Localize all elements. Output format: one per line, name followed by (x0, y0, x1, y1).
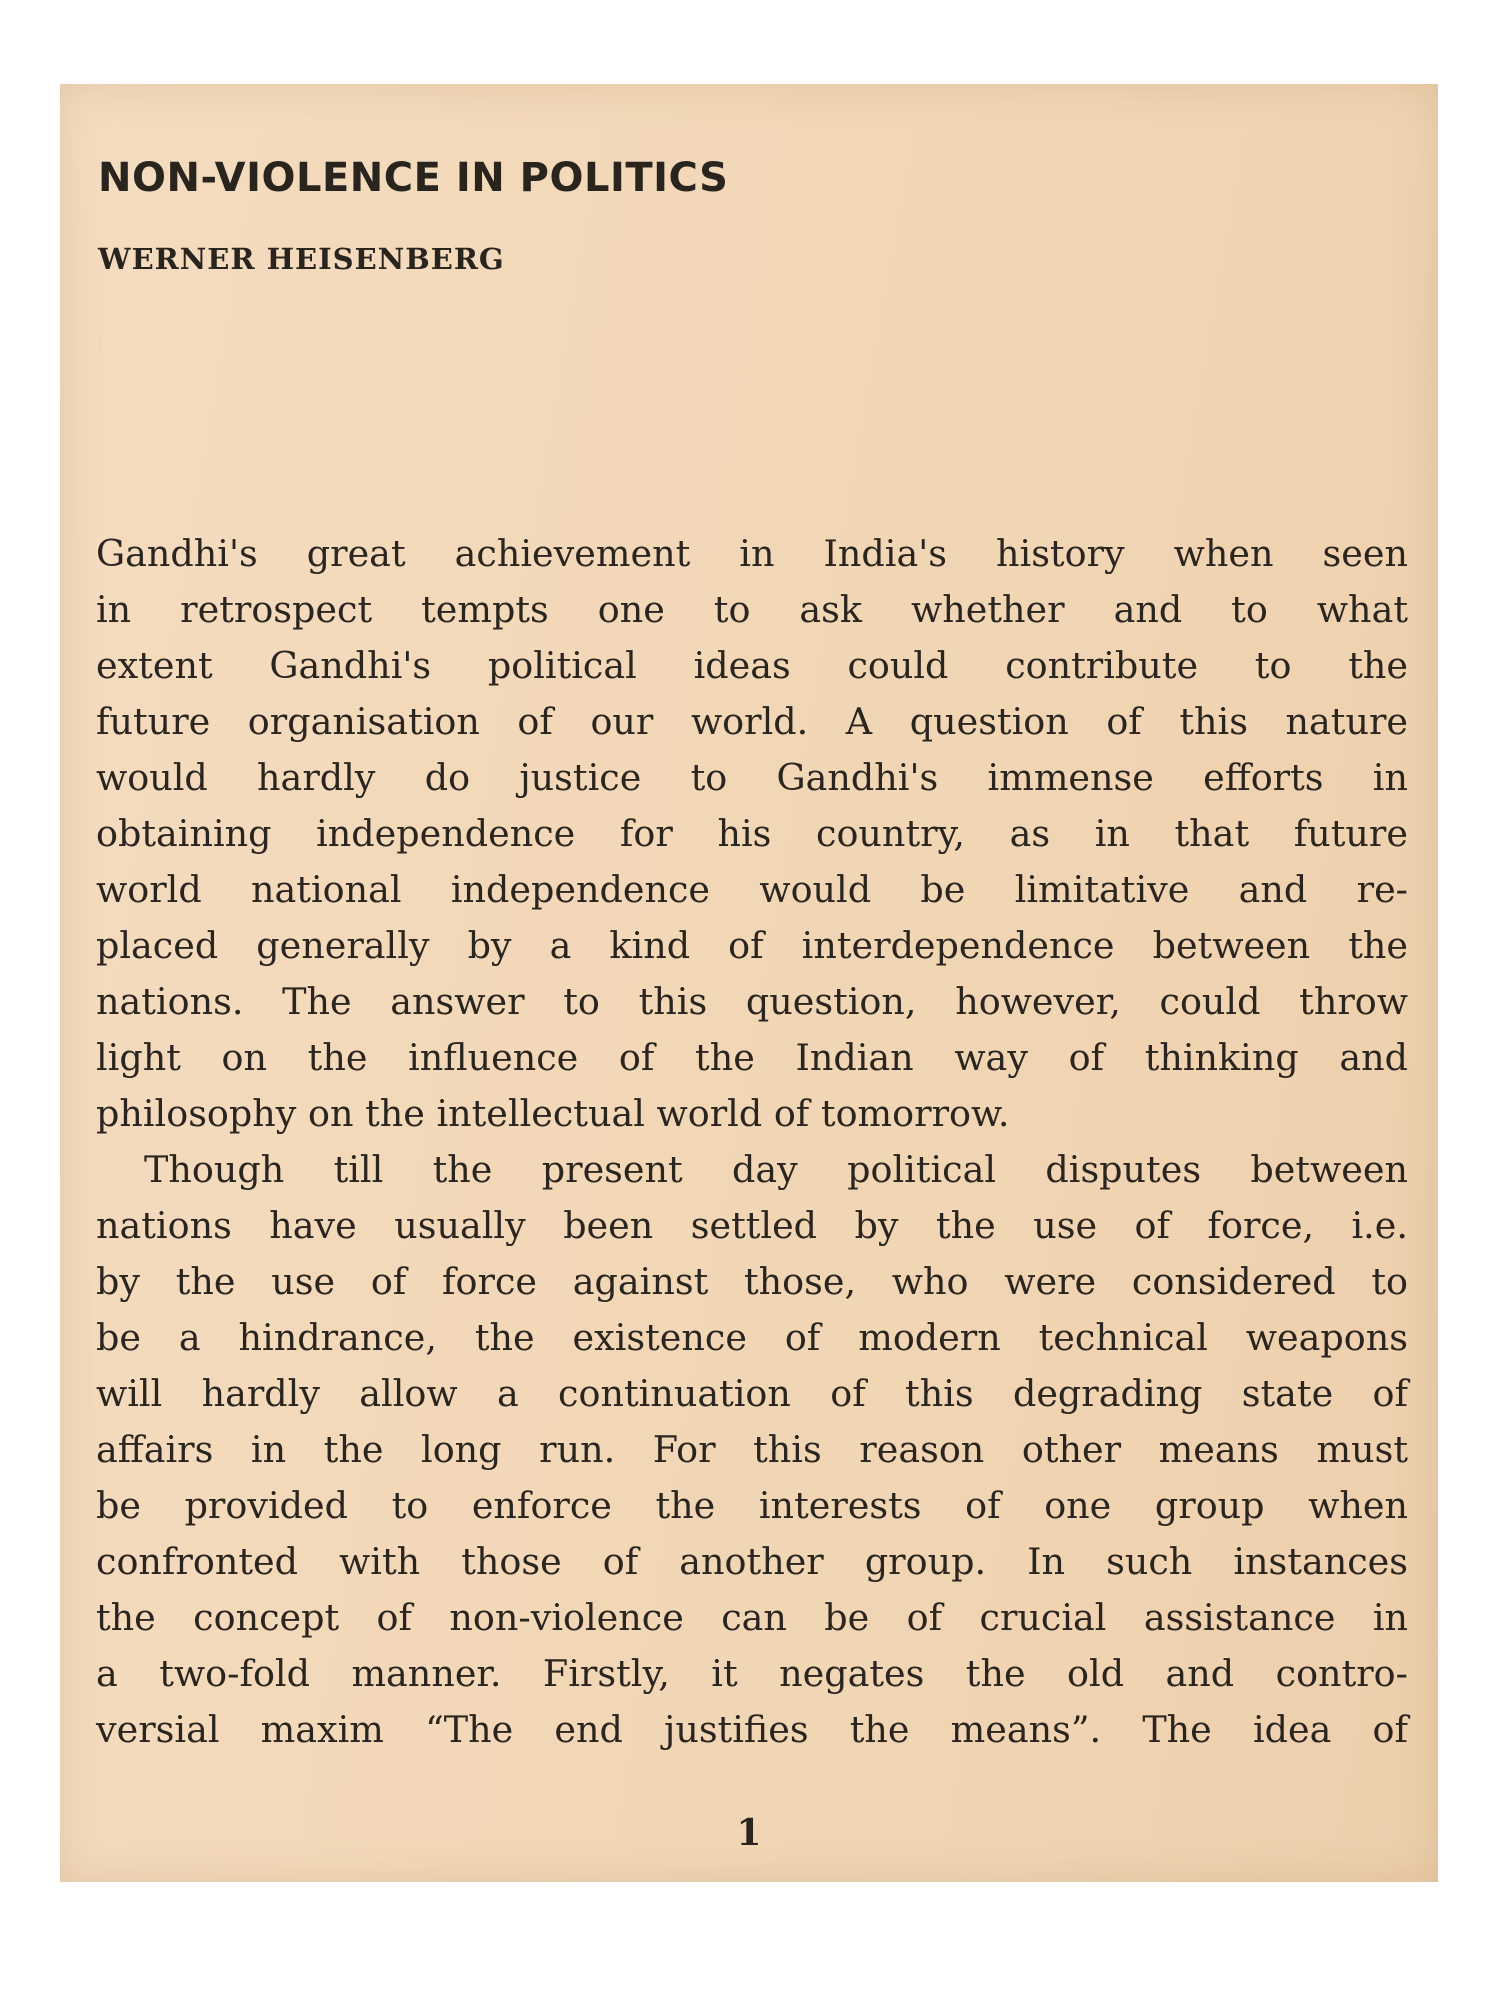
text-line: nations have usually been settled by the use of force, i.e. (96, 1204, 1408, 1247)
text-line: obtaining independence for his country, as in that future (96, 812, 1408, 855)
text-line: philosophy on the intellectual world of tomorrow. (96, 1092, 1010, 1135)
book-page (60, 84, 1438, 1882)
text-line: by the use of force against those, who were considered to (96, 1260, 1408, 1303)
text-line: the concept of non-violence can be of crucial assistance in (96, 1596, 1408, 1639)
paragraph-2 (96, 1142, 1408, 1758)
paragraph-1 (96, 526, 1408, 1142)
page-number: 1 (736, 1812, 762, 1854)
text-line: versial maxim “The end justifies the means”. The idea of (96, 1708, 1408, 1751)
body-text (96, 526, 1408, 1758)
text-line: a two-fold manner. Firstly, it negates the old and contro- (96, 1652, 1408, 1695)
text-line: in retrospect tempts one to ask whether and to what (96, 588, 1408, 631)
text-line: future organisation of our world. A question of this nature (96, 700, 1408, 743)
text-line: be provided to enforce the interests of one group when (96, 1484, 1408, 1527)
text-line: world national independence would be limitative and re- (96, 868, 1408, 911)
text-line: will hardly allow a continuation of this degrading state of (96, 1372, 1408, 1415)
text-line: light on the influence of the Indian way of thinking and (96, 1036, 1408, 1079)
text-line: affairs in the long run. For this reason other means must (96, 1428, 1408, 1471)
text-line: extent Gandhi's political ideas could contribute to the (96, 644, 1408, 687)
text-line: be a hindrance, the existence of modern technical weapons (96, 1316, 1408, 1359)
text-line: confronted with those of another group. In such instances (96, 1540, 1408, 1583)
author-name: WERNER HEISENBERG (98, 242, 505, 276)
text-line: Gandhi's great achievement in India's history when seen (96, 532, 1408, 575)
chapter-title: NON-VIOLENCE IN POLITICS (98, 154, 729, 201)
text-line: placed generally by a kind of interdependence between the (96, 924, 1408, 967)
text-line: would hardly do justice to Gandhi's immense efforts in (96, 756, 1408, 799)
text-line: nations. The answer to this question, however, could throw (96, 980, 1408, 1023)
text-line: Though till the present day political disputes between (144, 1148, 1408, 1191)
